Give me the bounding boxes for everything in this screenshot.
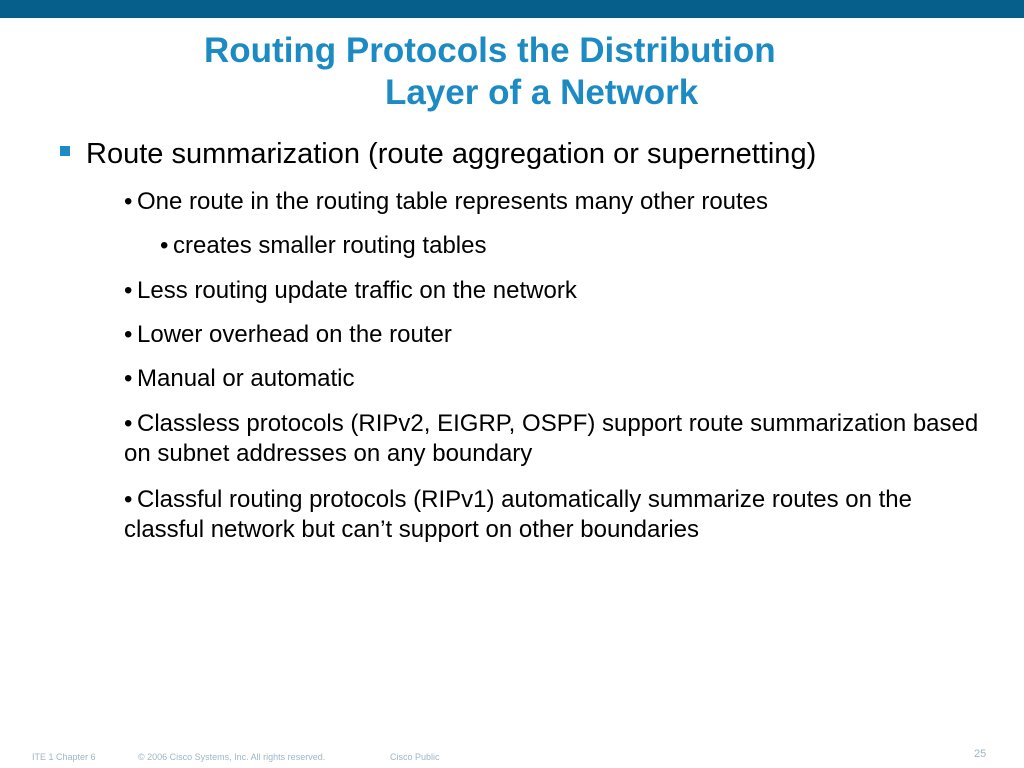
footer-copyright: © 2006 Cisco Systems, Inc. All rights reserved.	[138, 752, 326, 762]
footer-classification: Cisco Public	[390, 752, 440, 762]
sub-bullet-3	[124, 320, 994, 350]
bullet-dot-icon: •	[124, 188, 133, 215]
sub-bullet-6	[124, 485, 994, 545]
main-bullet-text: Route summarization (route aggregation or supernetting)	[86, 138, 817, 170]
bullet-dot-icon: •	[124, 486, 133, 513]
sub-sub-bullet-text: creates smaller routing tables	[173, 232, 487, 259]
sub-bullet-text: Manual or automatic	[137, 365, 355, 392]
sub-bullet-text: One route in the routing table represents many other routes	[137, 188, 769, 215]
top-bar	[0, 0, 1024, 18]
sub-bullet-text: Less routing update traffic on the network	[137, 277, 577, 304]
bullet-dot-icon: •	[124, 410, 133, 437]
sub-bullet-4	[124, 364, 994, 394]
title-line-1: Routing Protocols the Distribution	[204, 31, 776, 70]
sub-bullet-5	[124, 409, 994, 469]
sub-bullet-text: Lower overhead on the router	[137, 321, 452, 348]
sub-bullet-text: Classful routing protocols (RIPv1) automatically summarize routes on the classful network but can’t support on other boundaries	[124, 486, 912, 543]
page-number: 25	[974, 748, 987, 760]
title-line-2: Layer of a Network	[385, 73, 699, 112]
sub-bullet-text: Classless protocols (RIPv2, EIGRP, OSPF) support route summarization based on subnet addresses on any boundary	[124, 410, 979, 467]
sub-sub-bullet	[160, 231, 486, 261]
bullet-dot-icon: •	[124, 321, 133, 348]
sub-bullet-1	[124, 187, 994, 217]
bullet-dot-icon: •	[160, 232, 169, 259]
square-bullet-icon	[60, 146, 70, 156]
bullet-dot-icon: •	[124, 365, 133, 392]
footer-chapter: ITE 1 Chapter 6	[32, 752, 96, 762]
bullet-dot-icon: •	[124, 277, 133, 304]
sub-bullet-2	[124, 276, 994, 306]
main-bullet	[60, 137, 816, 171]
